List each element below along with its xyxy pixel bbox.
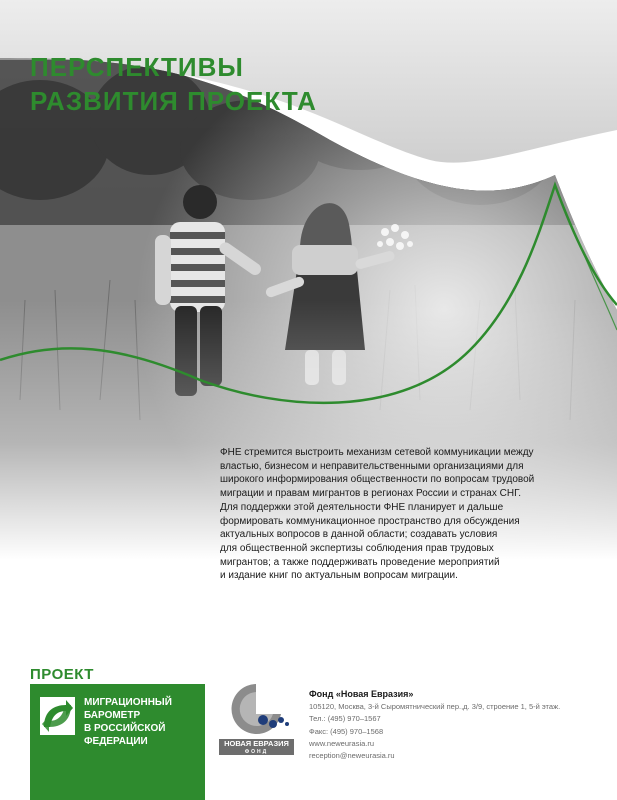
project-logo-box xyxy=(30,684,205,800)
body-line: формировать коммуникационное пространство для обсуждения xyxy=(220,515,520,527)
logo-sub: ФОНД xyxy=(244,749,269,755)
body-line: Для поддержки этой деятельности ФНЕ планирует и дальше xyxy=(220,501,504,513)
email-link[interactable]: reception@neweurasia.ru xyxy=(309,751,395,761)
body-line: для общественной экспертизы соблюдения прав трудовых xyxy=(220,542,494,554)
fax: Факс: (495) 970–1568 xyxy=(309,726,384,736)
phone: Тел.: (495) 970–1567 xyxy=(309,714,381,724)
project-name-line: МИГРАЦИОННЫЙ xyxy=(84,697,172,708)
body-line: мигрантов; а также поддерживать проведение мероприятий xyxy=(220,556,500,568)
body-line: миграции и правам мигрантов в регионах России и странах СНГ. xyxy=(220,488,522,500)
title-line-1: ПЕРСПЕКТИВЫ xyxy=(30,52,244,82)
title-line-2: РАЗВИТИЯ ПРОЕКТА xyxy=(30,86,317,116)
contact-block xyxy=(309,687,560,762)
project-name-line: БАРОМЕТР xyxy=(84,710,141,721)
organization-name: Фонд «Новая Евразия» xyxy=(309,689,414,699)
project-label: ПРОЕКТ xyxy=(30,666,94,683)
body-line: и издание книг по актуальным вопросам миграции. xyxy=(220,570,458,582)
project-name-line: В РОССИЙСКОЙ xyxy=(84,723,166,734)
address: 105120, Москва, 3-й Сыромятнический пер.,д. 3/9, строение 1, 5-й этаж. xyxy=(309,702,561,711)
migration-arrows-logo-icon xyxy=(40,697,75,735)
body-line: широкого информирования общественности по вопросам трудовой xyxy=(220,474,535,486)
logo-name: НОВАЯ ЕВРАЗИЯ xyxy=(224,739,289,748)
project-name xyxy=(84,696,172,748)
body-line: властью, бизнесом и неправительственными организациями для xyxy=(220,460,524,472)
body-line: актуальных вопросов в данной области; создавать условия xyxy=(220,529,498,541)
project-name-line: ФЕДЕРАЦИИ xyxy=(84,736,148,747)
body-paragraph xyxy=(220,446,600,583)
body-line: ФНЕ стремится выстроить механизм сетевой коммуникации между xyxy=(220,447,534,458)
website-link[interactable]: www.neweurasia.ru xyxy=(309,738,375,748)
new-eurasia-logo-text xyxy=(219,739,294,755)
page-title xyxy=(30,50,317,118)
